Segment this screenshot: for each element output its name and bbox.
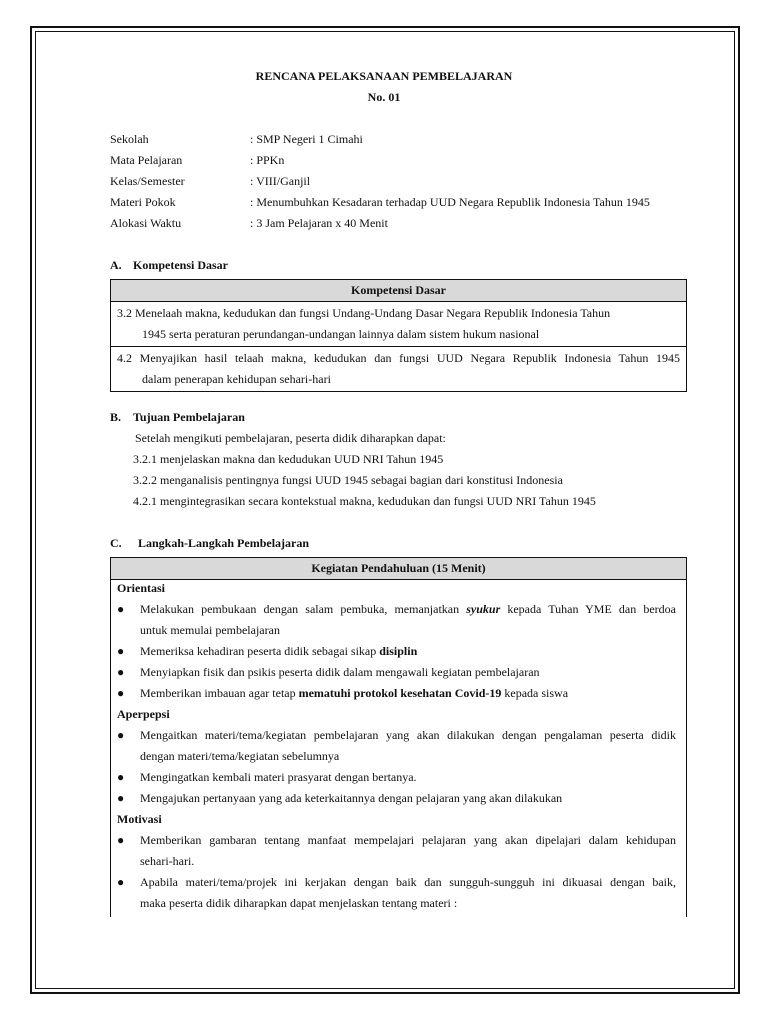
kd-row-3-2-line1: 3.2 Menelaah makna, kedudukan dan fungsi Undang-Undang Dasar Negara Republik Indonesia Tahun <box>117 306 611 320</box>
apersepsi-item-2: Mengingatkan kembali materi prasyarat dengan bertanya. <box>140 770 417 784</box>
orientasi-heading: Orientasi <box>117 581 165 595</box>
tujuan-item: 3.2.2 menganalisis pentingnya fungsi UUD 1945 sebagai bagian dari konstitusi Indonesia <box>133 473 563 487</box>
orientasi-item-2 <box>140 644 676 659</box>
kegiatan-pendahuluan-box <box>110 557 687 917</box>
bullet-icon: ● <box>117 602 125 616</box>
info-label-kelas: Kelas/Semester <box>110 174 185 188</box>
bullet-icon: ● <box>117 833 125 847</box>
motivasi-item-1-text: Memberikan gambaran tentang manfaat mempelajari pelajaran yang akan dipelajari dalam kehidupan <box>140 833 676 847</box>
orientasi-item-4-bold: mematuhi protokol kesehatan Covid-19 <box>298 686 502 700</box>
section-b-title: Tujuan Pembelajaran <box>133 410 245 424</box>
bullet-icon: ● <box>117 665 125 679</box>
orientasi-item-1-bold: syukur <box>466 602 501 616</box>
motivasi-item-1-line2: sehari-hari. <box>140 854 195 868</box>
bullet-icon: ● <box>117 791 125 805</box>
motivasi-item-2-text: Apabila materi/tema/projek ini kerjakan dengan baik dan sungguh-sungguh ini dikuasai dengan baik, <box>140 875 676 889</box>
tujuan-intro: Setelah mengikuti pembelajaran, peserta didik diharapkan dapat: <box>135 431 446 445</box>
kompetensi-dasar-table <box>110 279 687 392</box>
section-c-title: Langkah-Langkah Pembelajaran <box>138 536 310 550</box>
kd-row-4-2 <box>111 347 687 392</box>
orientasi-item-1-part1: Melakukan pembukaan dengan salam pembuka, memanjatkan <box>140 602 467 616</box>
kd-row-4-2-line2: dalam penerapan kehidupan sehari-hari <box>142 372 331 386</box>
info-value-alokasi: : 3 Jam Pelajaran x 40 Menit <box>250 216 388 230</box>
bullet-icon: ● <box>117 644 125 658</box>
info-label-sekolah: Sekolah <box>110 132 149 146</box>
info-label-alokasi: Alokasi Waktu <box>110 216 182 230</box>
orientasi-item-2-bold: disiplin <box>379 644 418 658</box>
bullet-icon: ● <box>117 770 125 784</box>
orientasi-item-3: Menyiapkan fisik dan psikis peserta didik dalam mengawali kegiatan pembelajaran <box>140 665 540 679</box>
info-value-mapel: : PPKn <box>250 153 285 167</box>
apersepsi-item-1-text: Mengaitkan materi/tema/kegiatan pembelajaran yang akan dilakukan dengan pengalaman peserta didik <box>140 728 676 742</box>
kd-row-3-2 <box>111 302 687 347</box>
info-value-kelas: : VIII/Ganjil <box>250 174 311 188</box>
apersepsi-item-1-line1 <box>140 728 676 743</box>
orientasi-item-4-part2: kepada siswa <box>501 686 569 700</box>
section-c-letter: C. <box>110 536 122 550</box>
info-label-materi: Materi Pokok <box>110 195 176 209</box>
orientasi-item-4 <box>140 686 676 701</box>
bullet-icon: ● <box>117 686 125 700</box>
apersepsi-heading: Aperpepsi <box>117 707 170 721</box>
section-a-title: Kompetensi Dasar <box>133 258 228 272</box>
bullet-icon: ● <box>117 728 125 742</box>
motivasi-item-1-line1 <box>140 833 676 848</box>
info-value-materi: : Menumbuhkan Kesadaran terhadap UUD Negara Republik Indonesia Tahun 1945 <box>250 195 650 209</box>
tujuan-item: 4.2.1 mengintegrasikan secara kontekstual makna, kedudukan dan fungsi UUD NRI Tahun 1945 <box>133 494 596 508</box>
info-label-mapel: Mata Pelajaran <box>110 153 183 167</box>
orientasi-item-1-text <box>140 602 676 617</box>
orientasi-item-2-part1: Memeriksa kehadiran peserta didik sebagai sikap <box>140 644 380 658</box>
kd-row-3-2-line2: 1945 serta peraturan perundangan-undangan lainnya dalam sistem hukum nasional <box>142 327 540 341</box>
orientasi-item-4-part1: Memberikan imbauan agar tetap <box>140 686 299 700</box>
motivasi-item-2-line1 <box>140 875 676 890</box>
apersepsi-item-1-line2: dengan materi/tema/kegiatan sebelumnya <box>140 749 340 763</box>
apersepsi-item-3: Mengajukan pertanyaan yang ada keterkaitannya dengan pelajaran yang akan dilakukan <box>140 791 563 805</box>
orientasi-item-1-part2: kepada Tuhan YME dan berdoa <box>500 602 676 616</box>
orientasi-item-1-line1 <box>140 602 676 617</box>
bullet-icon: ● <box>117 875 125 889</box>
document-title: RENCANA PELAKSANAAN PEMBELAJARAN <box>255 69 513 83</box>
tujuan-item: 3.2.1 menjelaskan makna dan kedudukan UUD NRI Tahun 1945 <box>133 452 444 466</box>
kegiatan-pendahuluan-header: Kegiatan Pendahuluan (15 Menit) <box>111 558 686 580</box>
kd-table-header: Kompetensi Dasar <box>111 280 687 302</box>
document-number: No. 01 <box>367 90 401 104</box>
motivasi-heading: Motivasi <box>117 812 162 826</box>
section-b-letter: B. <box>110 410 122 424</box>
orientasi-item-1-line2: untuk memulai pembelajaran <box>140 623 280 637</box>
motivasi-item-2-line2: maka peserta didik diharapkan dapat menjelaskan tentang materi : <box>140 896 458 910</box>
kd-row-4-2-line1: 4.2 Menyajikan hasil telaah makna, kedudukan dan fungsi UUD Negara Republik Indonesia Tahun 1945 <box>117 351 680 365</box>
info-value-sekolah: : SMP Negeri 1 Cimahi <box>250 132 363 146</box>
section-a-letter: A. <box>110 258 122 272</box>
